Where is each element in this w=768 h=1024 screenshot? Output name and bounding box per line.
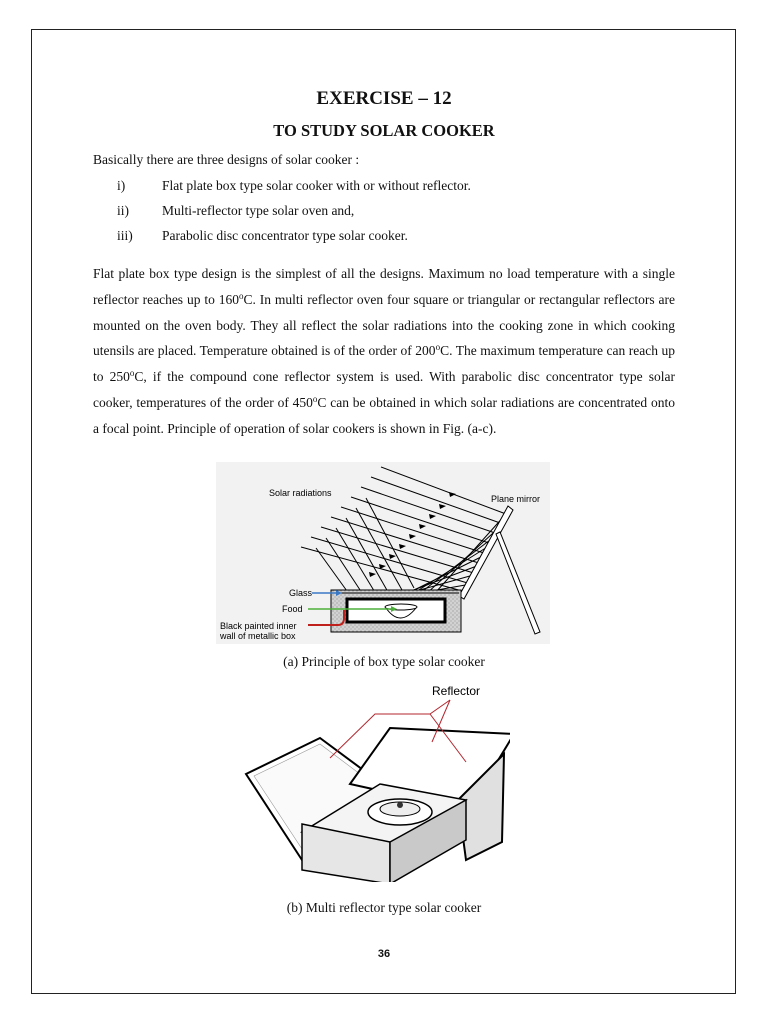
page-title: EXERCISE – 12 — [316, 88, 452, 109]
multi-reflector-figure — [240, 682, 510, 882]
list-number: i) — [117, 178, 126, 193]
page-subtitle: TO STUDY SOLAR COOKER — [273, 121, 495, 140]
label-solar-radiations: Solar radiations — [269, 488, 332, 498]
body-paragraph: Flat plate box type design is the simplest of all the designs. Maximum no load temperature with a single reflector reaches up to 160$^o$C. In multi reflector oven four square or triangular or rectangular reflectors are mounted on the oven body. They all reflect the solar radiations into the cooking zone in which cooking utensils are placed. Temperature obtained is of the order of 200$^o$C. The maximum temperature can reach up to 250$^o$C, if the compound cone reflector system is used. With parabolic disc concentrator type solar cooker, temperatures of the order of 450$^o$C can be obtained in which solar radiations are concentrated onto a focal point. Principle of operation of solar cookers is shown in Fig. (a-c). — [93, 266, 675, 436]
list-number: iii) — [117, 228, 133, 243]
label-food: Food — [282, 604, 303, 614]
pot-knob — [397, 802, 403, 808]
intro-text: Basically there are three designs of solar cooker : — [93, 152, 360, 167]
box-solar-cooker-figure — [216, 462, 550, 644]
list-text: Multi-reflector type solar oven and, — [162, 203, 355, 218]
page-number: 36 — [377, 948, 391, 960]
label-plane-mirror: Plane mirror — [491, 494, 541, 504]
label-reflector: Reflector — [432, 684, 481, 698]
list-text: Parabolic disc concentrator type solar cooker. — [162, 228, 408, 243]
list-number: ii) — [117, 203, 129, 218]
label-glass: Glass — [289, 588, 313, 598]
label-black-wall-2: wall of metallic box — [220, 631, 296, 641]
list-text: Flat plate box type solar cooker with or without reflector. — [162, 178, 471, 193]
figure-a-caption: (a) Principle of box type solar cooker — [283, 654, 485, 669]
figure-b-caption: (b) Multi reflector type solar cooker — [286, 900, 482, 915]
label-black-wall-1: Black painted inner — [220, 621, 297, 631]
